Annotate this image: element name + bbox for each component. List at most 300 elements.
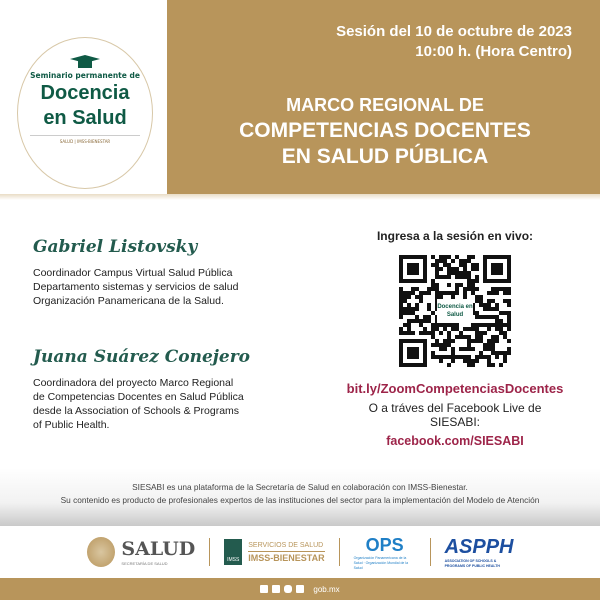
- qr-module: [471, 359, 475, 363]
- qr-module: [431, 279, 435, 283]
- qr-module: [491, 335, 495, 339]
- qr-module: [451, 291, 455, 295]
- qr-module: [475, 355, 479, 359]
- qr-module: [447, 255, 451, 259]
- qr-module: [399, 331, 403, 335]
- qr-module: [455, 327, 459, 331]
- qr-module: [463, 327, 467, 331]
- date-text: Sesión del 10 de octubre de 2023: [336, 23, 572, 40]
- qr-module: [439, 267, 443, 271]
- qr-module: [411, 287, 415, 291]
- qr-module: [451, 359, 455, 363]
- speaker-1: [33, 236, 323, 308]
- qr-module: [419, 299, 423, 303]
- qr-module: [419, 295, 423, 299]
- qr-module: [407, 331, 411, 335]
- qr-module: [475, 359, 479, 363]
- qr-module: [487, 363, 491, 367]
- qr-module: [479, 339, 483, 343]
- qr-module: [495, 335, 499, 339]
- qr-module: [435, 291, 439, 295]
- qr-module: [451, 323, 455, 327]
- qr-module: [467, 259, 471, 263]
- qr-module: [411, 331, 415, 335]
- imss-text-a: SERVICIOS DE SALUD: [248, 541, 324, 552]
- qr-module: [483, 323, 487, 327]
- qr-module: [503, 355, 507, 359]
- qr-module: [471, 267, 475, 271]
- qr-module: [447, 267, 451, 271]
- qr-module: [415, 287, 419, 291]
- qr-module: [439, 323, 443, 327]
- qr-module: [507, 303, 511, 307]
- qr-module: [423, 319, 427, 323]
- qr-module: [419, 331, 423, 335]
- qr-module: [475, 275, 479, 279]
- qr-module: [499, 363, 503, 367]
- qr-module: [431, 351, 435, 355]
- qr-module: [435, 287, 439, 291]
- qr-module: [407, 319, 411, 323]
- salud-logo: [87, 537, 195, 567]
- qr-module: [403, 295, 407, 299]
- salud-text: SALUD: [121, 537, 196, 560]
- qr-module: [463, 271, 467, 275]
- qr-module: [483, 307, 487, 311]
- qr-module: [483, 315, 487, 319]
- qr-module: [403, 323, 407, 327]
- qr-module: [507, 323, 511, 327]
- qr-module: [459, 271, 463, 275]
- qr-module: [467, 275, 471, 279]
- qr-module: [407, 303, 411, 307]
- qr-module: [495, 351, 499, 355]
- qr-module: [459, 335, 463, 339]
- qr-module: [415, 315, 419, 319]
- logo-title-1: Docencia: [40, 82, 130, 104]
- qr-module: [403, 291, 407, 295]
- qr-module: [483, 331, 487, 335]
- qr-module: [499, 287, 503, 291]
- aspph-logo: [445, 535, 513, 569]
- qr-module: [459, 263, 463, 267]
- aspph-text: ASPPH: [444, 536, 514, 558]
- qr-module: [407, 311, 411, 315]
- qr-module: [487, 359, 491, 363]
- title-line-3: EN SALUD PÚBLICA: [281, 145, 489, 168]
- qr-module: [455, 355, 459, 359]
- qr-module: [507, 311, 511, 315]
- qr-module: [431, 323, 435, 327]
- logo-title-2: en Salud: [43, 107, 127, 129]
- desc-line: Coordinador Campus Virtual Salud Pública: [33, 267, 233, 279]
- qr-module: [455, 287, 459, 291]
- qr-module: [407, 291, 411, 295]
- qr-module: [487, 343, 491, 347]
- qr-module: [503, 359, 507, 363]
- speaker-description: [33, 376, 323, 432]
- session-access: [330, 229, 580, 449]
- qr-module: [491, 315, 495, 319]
- qr-module: [431, 283, 435, 287]
- qr-module: [423, 331, 427, 335]
- qr-module: [467, 355, 471, 359]
- qr-module: [435, 259, 439, 263]
- qr-module: [487, 355, 491, 359]
- qr-module: [431, 311, 435, 315]
- qr-finder: [407, 347, 419, 359]
- qr-module: [411, 307, 415, 311]
- qr-module: [435, 267, 439, 271]
- qr-module: [483, 303, 487, 307]
- qr-module: [399, 303, 403, 307]
- qr-module: [475, 335, 479, 339]
- qr-module: [435, 355, 439, 359]
- qr-module: [399, 311, 403, 315]
- qr-module: [463, 263, 467, 267]
- qr-module: [463, 335, 467, 339]
- desc-line: Coordinadora del proyecto Marco Regional: [33, 377, 234, 389]
- qr-module: [503, 311, 507, 315]
- qr-module: [435, 339, 439, 343]
- qr-module: [471, 279, 475, 283]
- qr-module: [491, 323, 495, 327]
- qr-module: [471, 255, 475, 259]
- qr-module: [503, 287, 507, 291]
- qr-module: [463, 359, 467, 363]
- qr-module: [439, 255, 443, 259]
- qr-module: [399, 291, 403, 295]
- qr-module: [459, 347, 463, 351]
- qr-module: [475, 331, 479, 335]
- qr-module: [479, 299, 483, 303]
- footer: [0, 578, 600, 600]
- docencia-en-salud-logo: [17, 37, 153, 189]
- qr-module: [491, 343, 495, 347]
- qr-module: [475, 327, 479, 331]
- qr-module: [415, 295, 419, 299]
- speaker-description: [33, 266, 323, 308]
- logo-subtitle: Seminario permanente de: [30, 71, 140, 80]
- facebook-link[interactable]: facebook.com/SIESABI: [386, 434, 524, 448]
- qr-module: [439, 291, 443, 295]
- qr-module: [439, 359, 443, 363]
- qr-module: [443, 347, 447, 351]
- qr-module: [399, 287, 403, 291]
- qr-module: [443, 343, 447, 347]
- qr-module: [487, 299, 491, 303]
- qr-module: [495, 315, 499, 319]
- qr-module: [447, 335, 451, 339]
- instagram-icon[interactable]: [284, 585, 292, 593]
- qr-module: [431, 255, 435, 259]
- header-banner: [0, 0, 600, 194]
- qr-module: [403, 299, 407, 303]
- qr-module: [495, 327, 499, 331]
- qr-module: [427, 303, 431, 307]
- qr-module: [427, 319, 431, 323]
- qr-module: [499, 327, 503, 331]
- qr-module: [399, 299, 403, 303]
- qr-module: [427, 291, 431, 295]
- qr-module: [491, 291, 495, 295]
- qr-module: [507, 351, 511, 355]
- qr-module: [447, 275, 451, 279]
- qr-module: [475, 339, 479, 343]
- qr-module: [475, 287, 479, 291]
- qr-module: [415, 319, 419, 323]
- qr-module: [503, 291, 507, 295]
- qr-module: [507, 315, 511, 319]
- qr-module: [467, 359, 471, 363]
- qr-module: [435, 271, 439, 275]
- qr-module: [435, 263, 439, 267]
- qr-module: [467, 363, 471, 367]
- qr-module: [419, 323, 423, 327]
- qr-module: [427, 315, 431, 319]
- qr-module: [407, 307, 411, 311]
- qr-module: [447, 323, 451, 327]
- qr-module: [499, 331, 503, 335]
- separator: [430, 538, 431, 566]
- qr-module: [431, 331, 435, 335]
- qr-module: [443, 339, 447, 343]
- divider: [0, 194, 600, 200]
- qr-module: [435, 343, 439, 347]
- qr-module: [443, 255, 447, 259]
- qr-module: [455, 275, 459, 279]
- youtube-icon[interactable]: [296, 585, 304, 593]
- qr-module: [435, 323, 439, 327]
- qr-module: [443, 323, 447, 327]
- disclaimer-line: SIESABI es una plataforma de la Secretaría de Salud en colaboración con IMSS-Bienestar.: [132, 482, 468, 492]
- qr-module: [463, 355, 467, 359]
- qr-finder: [491, 263, 503, 275]
- qr-module: [467, 339, 471, 343]
- aspph-subtext: ASSOCIATION OF SCHOOLS & PROGRAMS OF PUBLIC HEALTH: [444, 559, 500, 568]
- qr-module: [399, 327, 403, 331]
- ops-logo: [354, 534, 416, 571]
- desc-line: Organización Panamericana de la Salud.: [33, 295, 224, 307]
- qr-module: [447, 355, 451, 359]
- title-line-2: COMPETENCIAS DOCENTES: [239, 119, 531, 142]
- qr-module: [427, 287, 431, 291]
- qr-module: [459, 275, 463, 279]
- qr-module: [439, 347, 443, 351]
- qr-module: [411, 311, 415, 315]
- qr-module: [467, 335, 471, 339]
- qr-module: [463, 347, 467, 351]
- speaker-2: [33, 346, 323, 432]
- qr-module: [475, 299, 479, 303]
- qr-module: [475, 295, 479, 299]
- qr-module: [447, 291, 451, 295]
- time-text: 10:00 h. (Hora Centro): [415, 43, 572, 60]
- qr-module: [459, 355, 463, 359]
- qr-module: [507, 327, 511, 331]
- qr-module: [479, 355, 483, 359]
- qr-module: [487, 323, 491, 327]
- qr-module: [491, 351, 495, 355]
- logo-partners: SALUD | IMSS-BIENESTAR: [30, 135, 140, 145]
- qr-module: [471, 283, 475, 287]
- qr-module: [491, 287, 495, 291]
- qr-module: [407, 323, 411, 327]
- qr-module: [455, 255, 459, 259]
- qr-module: [443, 355, 447, 359]
- qr-module: [419, 291, 423, 295]
- qr-module: [463, 291, 467, 295]
- qr-module: [507, 339, 511, 343]
- qr-module: [471, 327, 475, 331]
- qr-module: [483, 355, 487, 359]
- facebook-icon[interactable]: [260, 585, 268, 593]
- ops-subtext: Organización Panamericana de la Salud · Organización Mundial de la Salud: [353, 555, 409, 570]
- salud-subtext: SECRETARÍA DE SALUD: [121, 560, 168, 566]
- qr-module: [399, 315, 403, 319]
- qr-module: [431, 355, 435, 359]
- qr-module: [467, 287, 471, 291]
- title-line-1: MARCO REGIONAL DE: [286, 95, 484, 115]
- qr-module: [467, 343, 471, 347]
- qr-module: [439, 259, 443, 263]
- zoom-link[interactable]: bit.ly/ZoomCompetenciasDocentes: [346, 381, 564, 396]
- alt-line: SIESABI:: [429, 415, 481, 429]
- speaker-name: Juana Suárez Conejero: [33, 347, 251, 367]
- qr-module: [463, 267, 467, 271]
- qr-module: [431, 287, 435, 291]
- qr-module: [499, 319, 503, 323]
- qr-module: [431, 343, 435, 347]
- qr-module: [443, 259, 447, 263]
- separator: [339, 538, 340, 566]
- qr-module: [443, 327, 447, 331]
- qr-module: [451, 271, 455, 275]
- qr-module: [435, 327, 439, 331]
- qr-module: [479, 335, 483, 339]
- disclaimer: [0, 468, 600, 526]
- qr-module: [447, 331, 451, 335]
- qr-module: [455, 267, 459, 271]
- qr-module: [411, 291, 415, 295]
- qr-module: [451, 267, 455, 271]
- qr-module: [491, 363, 495, 367]
- qr-module: [427, 331, 431, 335]
- qr-module: [455, 283, 459, 287]
- qr-module: [463, 275, 467, 279]
- qr-module: [495, 319, 499, 323]
- qr-module: [499, 323, 503, 327]
- qr-module: [403, 311, 407, 315]
- qr-module: [399, 295, 403, 299]
- qr-module: [427, 307, 431, 311]
- qr-module: [495, 287, 499, 291]
- qr-module: [463, 259, 467, 263]
- qr-module: [467, 255, 471, 259]
- qr-module: [487, 307, 491, 311]
- qr-module: [439, 275, 443, 279]
- qr-module: [447, 271, 451, 275]
- qr-module: [435, 275, 439, 279]
- alt-line: O a tráves del Facebook Live de: [368, 401, 542, 415]
- desc-line: de Competencias Docentes en Salud Pública: [33, 391, 244, 403]
- qr-module: [451, 327, 455, 331]
- qr-module: [439, 343, 443, 347]
- qr-module: [471, 363, 475, 367]
- imss-text-b: IMSS-BIENESTAR: [248, 552, 325, 563]
- qr-module: [491, 307, 495, 311]
- logo-area: [0, 0, 167, 194]
- qr-module: [447, 363, 451, 367]
- qr-module: [491, 299, 495, 303]
- qr-module: [459, 331, 463, 335]
- qr-module: [431, 335, 435, 339]
- qr-module: [495, 291, 499, 295]
- qr-module: [407, 295, 411, 299]
- qr-module: [451, 347, 455, 351]
- qr-module: [487, 291, 491, 295]
- qr-module: [475, 315, 479, 319]
- event-title: [190, 92, 580, 170]
- qr-module: [443, 263, 447, 267]
- qr-module: [451, 351, 455, 355]
- qr-module: [431, 263, 435, 267]
- qr-module: [443, 275, 447, 279]
- qr-module: [471, 339, 475, 343]
- qr-module: [435, 283, 439, 287]
- qr-module: [447, 343, 451, 347]
- qr-module: [459, 259, 463, 263]
- qr-module: [471, 347, 475, 351]
- qr-module: [447, 263, 451, 267]
- qr-module: [479, 351, 483, 355]
- qr-code[interactable]: [399, 255, 511, 367]
- disclaimer-line: Su contenido es producto de profesionales expertos de las instituciones del sector para la implementación del Modelo de Atención: [60, 495, 540, 505]
- qr-module: [483, 347, 487, 351]
- qr-module: [475, 279, 479, 283]
- twitter-icon[interactable]: [272, 585, 280, 593]
- qr-module: [451, 339, 455, 343]
- mexico-emblem-icon: [87, 537, 115, 567]
- qr-module: [431, 327, 435, 331]
- qr-module: [491, 339, 495, 343]
- qr-module: [503, 351, 507, 355]
- qr-module: [495, 303, 499, 307]
- imss-icon: IMSS: [224, 539, 242, 565]
- gob-mx-link[interactable]: gob.mx: [313, 584, 340, 594]
- qr-module: [471, 291, 475, 295]
- qr-module: [475, 323, 479, 327]
- qr-module: [455, 335, 459, 339]
- qr-module: [439, 355, 443, 359]
- qr-module: [475, 311, 479, 315]
- qr-module: [423, 315, 427, 319]
- qr-module: [423, 291, 427, 295]
- qr-module: [403, 331, 407, 335]
- qr-module: [507, 291, 511, 295]
- qr-module: [399, 307, 403, 311]
- qr-module: [495, 323, 499, 327]
- desc-line: of Public Health.: [33, 419, 110, 431]
- qr-module: [475, 267, 479, 271]
- qr-module: [455, 271, 459, 275]
- graduation-cap-icon: [70, 54, 100, 68]
- qr-module: [483, 343, 487, 347]
- partner-logos: [0, 528, 600, 576]
- qr-module: [503, 335, 507, 339]
- qr-module: [507, 287, 511, 291]
- qr-module: [403, 307, 407, 311]
